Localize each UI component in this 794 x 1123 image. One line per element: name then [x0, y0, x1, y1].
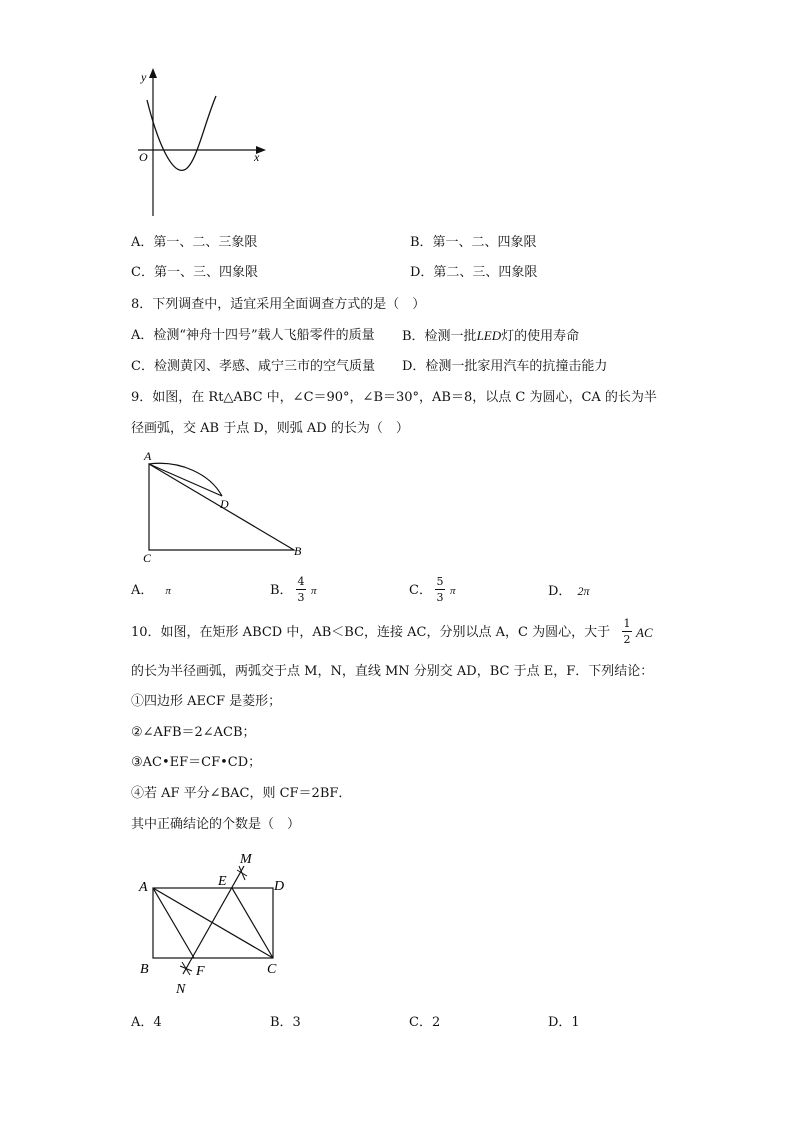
q10-stem-line2: 的长为半径画弧，两弧交于点 M，N，直线 MN 分别交 AD，BC 于点 E，F．下列结论：	[131, 664, 654, 679]
q8-option-b	[402, 328, 579, 345]
q9-option-c-pi: π	[450, 585, 456, 597]
label-m: M	[240, 852, 252, 867]
q8-option-b-suffix: 灯的使用寿命	[501, 329, 580, 344]
q10-stem-line1-a: 10．如图，在矩形 ABCD 中，AB＜BC，连接 AC，分别以点 A，C 为圆心，大于	[131, 625, 611, 640]
q9-option-d-value: 2π	[577, 584, 590, 598]
label-e: E	[218, 874, 227, 889]
q9-stem-line1: 9．如图，在 Rt△ABC 中，∠C＝90°，∠B＝30°，AB＝8，以点 C 为圆心，CA 的长为半	[131, 390, 657, 405]
q9-option-c	[409, 583, 432, 599]
q10-conclusion-2: ②∠AFB＝2∠ACB；	[131, 725, 256, 740]
q9-option-b	[270, 583, 293, 599]
label-c: C	[143, 551, 152, 565]
label-n: N	[176, 982, 186, 997]
q9-option-c-numerator: 5	[436, 575, 444, 588]
parabola-curve	[147, 96, 216, 170]
q8-option-b-led: LED	[476, 328, 502, 343]
x-axis-label: x	[254, 150, 260, 164]
q9-option-b-numerator: 4	[297, 575, 305, 588]
label-b: B	[140, 962, 149, 977]
q7-option-c: C．第一、三、四象限	[131, 265, 258, 280]
q10-conclusion-4: ④若 AF 平分∠BAC，则 CF＝2BF．	[131, 786, 352, 801]
origin-label: O	[139, 150, 148, 164]
q8-option-a: A．检测“神舟十四号”载人飞船零件的质量	[131, 328, 375, 343]
diagonal-ac	[153, 888, 273, 958]
q8-option-d: D．检测一批家用汽车的抗撞击能力	[402, 359, 608, 374]
q9-option-c-label: C．	[409, 583, 432, 598]
q10-conclusion-3: ③AC•EF＝CF•CD；	[131, 755, 262, 770]
q10-option-d: D．1	[548, 1015, 580, 1030]
q10-option-a: A．4	[131, 1015, 162, 1030]
label-b: B	[294, 544, 302, 558]
q10-stem-line1-ac: AC	[636, 625, 653, 640]
y-axis-label: y	[141, 70, 147, 84]
q9-option-a-value: π	[165, 585, 171, 597]
q10-stem-line1	[131, 625, 610, 641]
label-c: C	[267, 962, 277, 977]
q9-stem-line2: 径画弧，交 AB 于点 D，则弧 AD 的长为（ ）	[131, 421, 409, 436]
segment-af	[153, 888, 194, 958]
q9-triangle-figure	[140, 446, 312, 566]
label-f: F	[196, 964, 205, 979]
q9-option-c-denominator: 3	[436, 591, 444, 604]
label-a: A	[139, 880, 148, 895]
q10-question: 其中正确结论的个数是（ ）	[131, 817, 301, 832]
q10-fraction-numerator: 1	[623, 617, 631, 630]
q10-rectangle-figure	[136, 848, 296, 998]
q9-option-d	[548, 583, 589, 600]
q9-option-b-fraction	[294, 575, 308, 604]
label-d: D	[220, 497, 229, 511]
q10-fraction-denominator: 2	[623, 633, 631, 646]
q7-parabola-graph	[128, 64, 268, 220]
chord-ad	[149, 464, 222, 496]
q10-option-b: B．3	[270, 1015, 301, 1030]
q9-option-b-label: B．	[270, 583, 293, 598]
q9-option-a	[131, 583, 171, 599]
q8-option-b-prefix: B．检测一批	[402, 329, 477, 344]
q9-option-b-pi: π	[311, 585, 317, 597]
q10-option-c: C．2	[409, 1015, 441, 1030]
q7-option-b: B．第一、二、四象限	[410, 235, 537, 250]
q9-option-b-denominator: 3	[297, 591, 305, 604]
q7-option-d: D．第二、三、四象限	[410, 265, 538, 280]
q9-option-c-fraction	[433, 575, 447, 604]
q10-fraction-half	[620, 617, 634, 646]
q8-stem: 8．下列调查中，适宜采用全面调查方式的是（ ）	[131, 297, 426, 312]
segment-ec	[232, 888, 273, 958]
q9-option-d-label: D．	[548, 584, 572, 599]
y-axis-arrow-icon	[149, 68, 157, 78]
q7-option-a: A．第一、二、三象限	[131, 235, 258, 250]
q10-conclusion-1: ①四边形 AECF 是菱形；	[131, 694, 282, 709]
label-a: A	[144, 449, 152, 463]
q8-option-c: C．检测黄冈、孝感、咸宁三市的空气质量	[131, 359, 375, 374]
q9-option-a-label: A．	[131, 583, 154, 598]
label-d: D	[274, 879, 285, 894]
